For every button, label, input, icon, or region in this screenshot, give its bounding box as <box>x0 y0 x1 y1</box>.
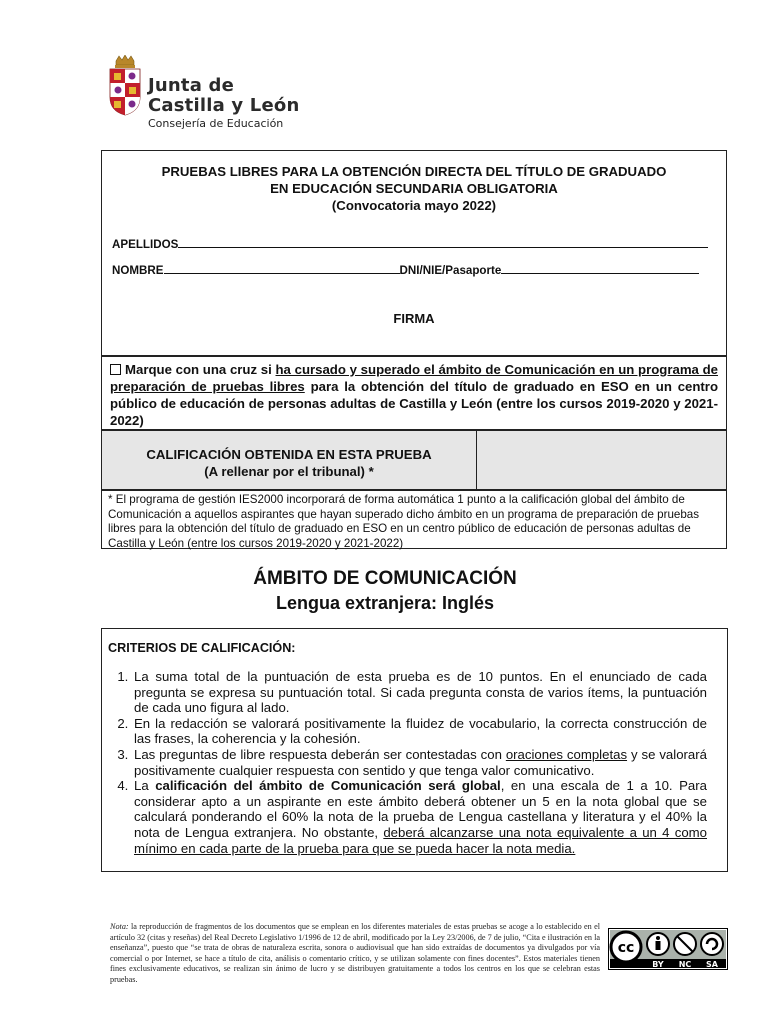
criterio-4-underlined: deberá alcanzarse una nota equivalente a un 4 como mínimo en cada parte de la prueba para que se pueda hacer la nota media. <box>134 824 707 856</box>
programa-checkbox-box <box>101 356 727 430</box>
title-line-2: EN EDUCACIÓN SECUNDARIA OBLIGATORIA <box>270 181 558 196</box>
coat-of-arms-icon <box>108 55 142 117</box>
firma-label: FIRMA <box>393 311 435 326</box>
criterios-title: CRITERIOS DE CALIFICACIÓN: <box>108 641 296 655</box>
criterios-list <box>108 669 707 856</box>
footnote <box>110 922 600 986</box>
criterio-item-4 <box>132 778 707 856</box>
calificacion-score-cell[interactable] <box>477 430 727 490</box>
criterio-item-3 <box>132 747 707 778</box>
title-line-1: PRUEBAS LIBRES PARA LA OBTENCIÓN DIRECTA DEL TÍTULO DE GRADUADO <box>161 164 667 179</box>
nombre-row <box>112 263 716 277</box>
logo-subtitle: Consejería de Educación <box>148 117 284 130</box>
apellidos-field[interactable] <box>178 237 708 248</box>
mark-text-b: para la obtención del título de graduado en ESO en un centro público de educación de personas adultas de Castilla y León (entre los cursos 2019-2020 y 2021-2022) <box>110 379 718 428</box>
calificacion-label-cell <box>101 430 477 490</box>
logo-line-1: Junta de <box>148 75 235 96</box>
apellidos-row <box>112 237 716 251</box>
programa-checkbox[interactable] <box>110 364 121 375</box>
footnote-label: Nota: <box>110 922 129 931</box>
logo-line-2: Castilla y León <box>148 95 300 116</box>
calificacion-line-1: CALIFICACIÓN OBTENIDA EN ESTA PRUEBA <box>146 447 432 462</box>
ambito-subtitle: Lengua extranjera: Inglés <box>275 593 495 613</box>
criterios-box <box>101 628 728 872</box>
cc-text: cc <box>617 940 635 956</box>
criterio-2-text: En la redacción se valorará positivamente la fluidez de vocabulario, la correcta construcción de las frases, la coherencia y la cohesión. <box>134 715 707 747</box>
junta-logo <box>108 55 308 135</box>
student-info-box <box>101 150 727 356</box>
criterio-item-2 <box>132 716 707 747</box>
ambito-title: ÁMBITO DE COMUNICACIÓN <box>253 568 517 589</box>
criterio-3-underlined: oraciones completas <box>505 746 628 762</box>
mark-text-a: Marque con una cruz si <box>125 362 276 377</box>
apellidos-label: APELLIDOS <box>112 238 179 251</box>
cc-by-nc-sa-icon <box>608 928 728 970</box>
footnote-text: la reproducción de fragmentos de los documentos que se emplean en los diferentes materiales de estas pruebas se acoge a lo establecido en el artículo 32 (citas y reseñas) del Real Decreto Legislativo 1/1996 de 12 de abril, modificado por la Ley 23/2006, de 7 de julio, “Cita e ilustración en la enseñanza”, puesto que “se trata de obras de naturaleza escrita, sonora o audiovisual que han sido extraídas de documentos ya divulgados por vía comercial o por Internet, se hace a título de cita, análisis o comentario crítico, y se utilizan solamente con fines docentes”. Estos materiales tienen fines exclusivamente educativos, se realizan sin ánimo de lucro y se distribuyen gratuitamente a todos los centros en los que se celebran estas pruebas. <box>110 922 600 984</box>
criterio-4-text-b: , en una escala de 1 a 10. Para considerar apto a un aspirante en este ámbito deberá obtener un 5 en la nota global que se calculará ponderando el 60% la nota de la prueba de Lengua castellana y literatura y el 40% la nota de Lengua extranjera. No obstante, <box>134 778 707 840</box>
cc-license-badge[interactable] <box>608 928 728 970</box>
calificacion-line-2: (A rellenar por el tribunal) * <box>204 464 374 479</box>
asterisk-note: * El programa de gestión IES2000 incorporará de forma automática 1 punto a la calificación global del ámbito de Comunicación a aquellos aspirantes que hayan superado dicho ámbito en un programa de preparación de pruebas libres para la obtención del título de graduado en ESO en un centro público de educación de personas adultas de Castilla y León (entre los cursos 2019-2020 y 2021-2022) <box>101 490 727 549</box>
title-line-3: (Convocatoria mayo 2022) <box>331 198 497 213</box>
nombre-label: NOMBRE <box>112 264 164 277</box>
nombre-field[interactable] <box>164 263 400 274</box>
criterio-3-text-a: Las preguntas de libre respuesta deberán ser contestadas con <box>134 746 506 762</box>
cc-by-label: BY <box>652 960 664 969</box>
cc-nc-label: NC <box>678 960 692 969</box>
criterio-3-text-b: y se valorará positivamente cualquier respuesta con sentido y que tenga valor comunicativo. <box>134 746 707 778</box>
criterio-4-bold: calificación del ámbito de Comunicación será global <box>155 778 501 794</box>
criterio-4-text-a: La <box>134 778 156 794</box>
mark-text-underlined: ha cursado y superado el ámbito de Comunicación en un programa de preparación de pruebas libres <box>110 362 718 394</box>
exam-title <box>102 163 726 214</box>
dni-field[interactable] <box>501 263 699 274</box>
dni-label: DNI/NIE/Pasaporte <box>399 264 502 277</box>
criterio-item-1 <box>132 669 707 716</box>
cc-sa-label: SA <box>706 960 718 969</box>
criterio-1-text: La suma total de la puntuación de esta prueba es de 10 puntos. En el enunciado de cada pregunta se expresa su puntuación total. Si cada pregunta consta de varios ítems, la puntuación de cada uno figura al lado. <box>134 669 707 716</box>
